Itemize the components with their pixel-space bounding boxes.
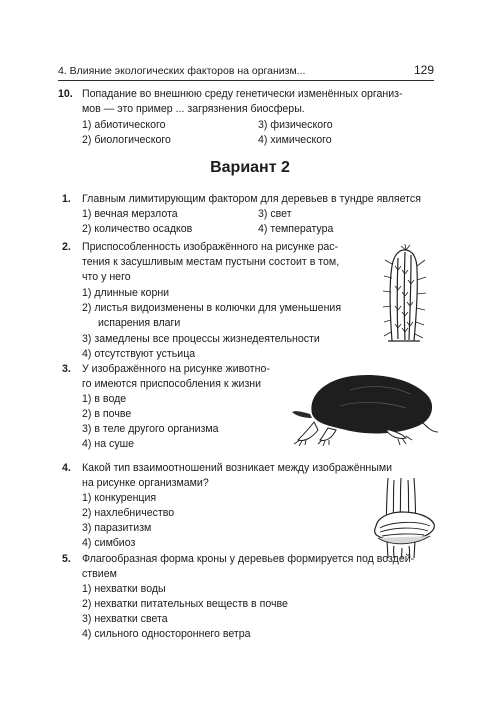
running-head — [58, 64, 434, 78]
answer-option: 4) температура — [258, 223, 334, 235]
answer-option-continuation: испарения влаги — [98, 317, 181, 329]
header-rule — [58, 80, 434, 81]
answer-option: 2) в почве — [82, 408, 132, 420]
question-number: 2. — [62, 241, 71, 253]
answer-option: 1) длинные корни — [82, 287, 170, 299]
tree-fungus-illustration — [368, 476, 440, 560]
answer-option: 4) на суше — [82, 438, 135, 450]
answer-option: 1) нехватки воды — [82, 583, 166, 595]
answer-option: 2) биологического — [82, 134, 171, 146]
answer-option: 3) паразитизм — [82, 522, 152, 534]
page-number: 129 — [413, 63, 434, 77]
answer-option: 1) вечная мерзлота — [82, 208, 178, 220]
question-number: 1. — [62, 193, 71, 205]
answer-option: 1) в воде — [82, 393, 127, 405]
answer-option: 3) в теле другого организма — [82, 423, 219, 435]
answer-option: 2) нехватки питательных веществ в почве — [82, 598, 288, 610]
answer-option: 4) симбиоз — [82, 537, 136, 549]
question-text-line: на рисунке организмами? — [82, 477, 209, 489]
question-text-line: Приспособленность изображённого на рисунке рас- — [82, 241, 339, 253]
answer-option: 4) сильного одностороннего ветра — [82, 628, 251, 640]
answer-option: 2) нахлебничество — [82, 507, 175, 519]
question-text-line: ствием — [82, 568, 117, 580]
cactus-illustration — [376, 244, 436, 344]
question-text-line: Какой тип взаимоотношений возникает между изображёнными — [82, 462, 393, 474]
chapter-title: 4. Влияние экологических факторов на организм... — [58, 65, 306, 77]
question-text-line: тения к засушливым местам пустыни состоит в том, — [82, 256, 340, 268]
variant-heading: Вариант 2 — [210, 159, 290, 176]
answer-option: 3) замедлены все процессы жизнедеятельности — [82, 333, 320, 345]
answer-option: 3) нехватки света — [82, 613, 168, 625]
mole-illustration — [290, 366, 440, 446]
answer-option: 2) количество осадков — [82, 223, 193, 235]
answer-option: 2) листья видоизменены в колючки для уменьшения — [82, 302, 342, 314]
question-text-line: Главным лимитирующим фактором для деревьев в тундре является — [82, 193, 421, 205]
question-text-line: что у него — [82, 271, 131, 283]
question-text-line: Попадание во внешнюю среду генетически изменённых организ- — [82, 88, 403, 100]
answer-option: 1) абиотического — [82, 119, 166, 131]
answer-option: 3) свет — [258, 208, 292, 220]
question-number: 4. — [62, 462, 71, 474]
answer-option: 3) физического — [258, 119, 333, 131]
question-number: 10. — [58, 88, 73, 100]
question-number: 5. — [62, 553, 71, 565]
question-text-line: го имеются приспособления к жизни — [82, 378, 262, 390]
answer-option: 4) отсутствуют устьица — [82, 348, 196, 360]
answer-option: 1) конкуренция — [82, 492, 157, 504]
question-text-line: Флагообразная форма кроны у деревьев формируется под воздей- — [82, 553, 415, 565]
question-text-line: У изображённого на рисунке животно- — [82, 363, 270, 375]
answer-option: 4) химического — [258, 134, 332, 146]
question-text-line: мов — это пример ... загрязнения биосферы. — [82, 103, 305, 115]
question-number: 3. — [62, 363, 71, 375]
